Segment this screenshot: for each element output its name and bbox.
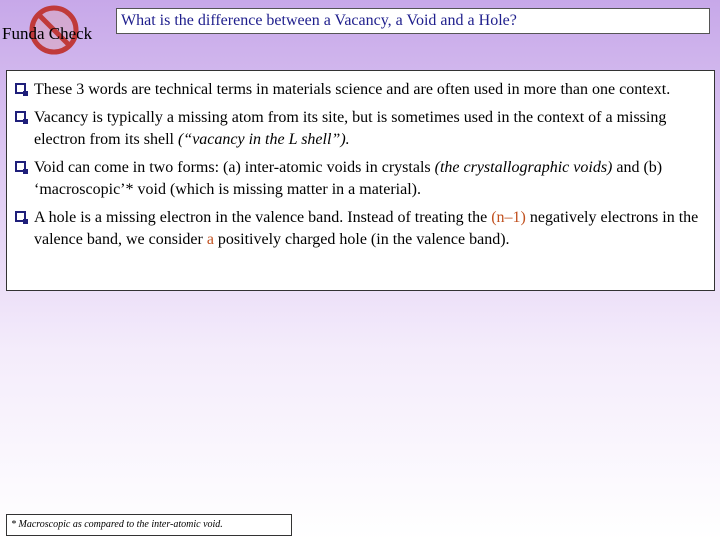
bullet-text: These 3 words are technical terms in materials science and are often used in more than one context.: [34, 81, 671, 98]
emphasis-text: (“vacancy in the L shell”).: [177, 131, 350, 148]
square-bullet-icon: [15, 83, 26, 94]
bullet-text: Vacancy is typically a missing atom from its site, but is sometimes used in the context of a missing electron from its shell (“vacancy in the L shell”).: [34, 109, 667, 148]
content-panel: [6, 70, 715, 291]
emphasis-text: (the crystallographic voids): [434, 159, 613, 176]
slide-title: What is the difference between a Vacancy, a Void and a Hole?: [116, 8, 710, 34]
bullet-text: A hole is a missing electron in the valence band. Instead of treating the (n–1) negatively electrons in the valence band, we consider a positively charged hole (in the valence band).: [34, 209, 699, 248]
square-bullet-icon: [15, 111, 26, 122]
list-item: [15, 157, 706, 201]
highlight-text: (n–1): [491, 209, 526, 226]
list-item: [15, 107, 706, 151]
funda-check-label: Funda Check: [2, 24, 93, 43]
highlight-text: a: [206, 231, 214, 248]
list-item: [15, 79, 706, 101]
footnote: * Macroscopic as compared to the inter-atomic void.: [6, 514, 292, 536]
list-item: [15, 207, 706, 251]
square-bullet-icon: [15, 161, 26, 172]
bullet-text: Void can come in two forms: (a) inter-atomic voids in crystals (the crystallographic voids) and (b) ‘macroscopic’* void (which is missing matter in a material).: [34, 159, 663, 198]
square-bullet-icon: [15, 211, 26, 222]
